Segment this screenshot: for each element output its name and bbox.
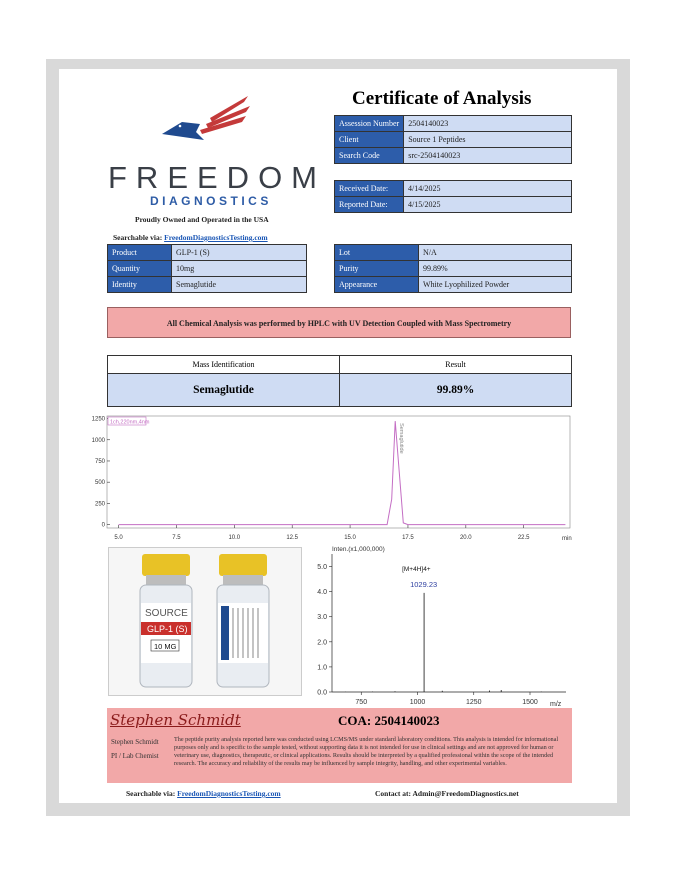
- searchable-line-top: [113, 233, 268, 242]
- y-tick-label: 250: [94, 501, 105, 508]
- mass-spectrum: [310, 542, 572, 710]
- y-axis-title: Inten.(x1,000,000): [332, 546, 385, 553]
- table-row: [108, 277, 307, 293]
- y-tick-label: 750: [94, 458, 105, 465]
- legend-label: 1ch,220nm,4nm: [110, 419, 150, 426]
- footer-search-link[interactable]: FreedomDiagnosticsTesting.com: [177, 789, 281, 798]
- x-tick-label: 5.0: [114, 535, 123, 541]
- page-title: Certificate of Analysis: [352, 88, 532, 109]
- purity-result: 99.89%: [340, 374, 572, 407]
- x-tick-label: 17.5: [402, 535, 414, 541]
- footer-contact: Contact at: Admin@FreedomDiagnostics.net: [375, 789, 519, 798]
- table-row: [335, 261, 572, 277]
- footer-search-label: Searchable via:: [126, 789, 176, 798]
- header-result: Result: [340, 356, 572, 374]
- y-tick-label: 0: [101, 522, 105, 529]
- x-tick-label: 15.0: [344, 535, 356, 541]
- table-row: [335, 116, 572, 132]
- cell-key: Reported Date:: [335, 197, 404, 213]
- cell-key: Purity: [335, 261, 419, 277]
- logo-subtitle: DIAGNOSTICS: [150, 194, 272, 208]
- cell-value: 2504140023: [404, 116, 572, 132]
- cell-value: 99.89%: [419, 261, 572, 277]
- tagline: Proudly Owned and Operated in the USA: [135, 215, 269, 224]
- x-tick-label: 20.0: [459, 535, 472, 541]
- cell-value: Semaglutide: [172, 277, 307, 293]
- x-tick-label: 22.5: [517, 535, 530, 541]
- product-vial-photo: [108, 547, 302, 696]
- cell-key: Product: [108, 245, 172, 261]
- cell-key: Assession Number: [335, 116, 404, 132]
- peak-value-label: 1029.23: [410, 579, 438, 589]
- assessment-table: [334, 115, 572, 164]
- footer-searchable: [126, 789, 281, 798]
- lot-table: [334, 244, 572, 293]
- table-row: [335, 245, 572, 261]
- compound-name: Semaglutide: [108, 374, 340, 407]
- plot-area: [107, 416, 570, 528]
- y-tick-label: 2.0: [317, 639, 327, 647]
- cell-key: Client: [335, 132, 404, 148]
- searchable-link[interactable]: FreedomDiagnosticsTesting.com: [164, 233, 268, 242]
- cell-value: GLP-1 (S): [172, 245, 307, 261]
- dates-table: [334, 180, 572, 213]
- x-tick-label: 12.5: [286, 535, 299, 541]
- y-tick-label: 5.0: [317, 564, 327, 572]
- vial-dose: 10 MG: [154, 642, 177, 651]
- x-tick-label: 1250: [465, 699, 482, 706]
- cell-value: N/A: [419, 245, 572, 261]
- y-tick-label: 1000: [91, 437, 105, 444]
- x-axis-unit: min: [562, 536, 572, 542]
- cell-value: 4/14/2025: [404, 181, 572, 197]
- cell-key: Appearance: [335, 277, 419, 293]
- y-tick-label: 4.0: [317, 589, 327, 597]
- cell-value: Source 1 Peptides: [404, 132, 572, 148]
- cell-value: 10mg: [172, 261, 307, 277]
- cell-value: White Lyophilized Powder: [419, 277, 572, 293]
- eagle-logo-icon: [160, 88, 252, 148]
- table-row: [108, 261, 307, 277]
- signature: Stephen Schmidt: [110, 711, 241, 729]
- vial-illustration-icon: [109, 548, 301, 695]
- cell-key: Identity: [108, 277, 172, 293]
- x-tick-label: 1000: [409, 699, 426, 706]
- product-table: [107, 244, 307, 293]
- x-tick-label: 1500: [522, 699, 538, 706]
- vial-label: GLP-1 (S): [147, 624, 188, 634]
- logo-wordmark: FREEDOM: [108, 160, 326, 195]
- peak-label: Semaglutide: [398, 423, 405, 454]
- ion-label: [M+4H]4+: [402, 565, 431, 573]
- table-row: [335, 181, 572, 197]
- table-row: [335, 277, 572, 293]
- cell-key: Search Code: [335, 148, 404, 164]
- y-tick-label: 500: [94, 480, 105, 487]
- signer-name: Stephen Schmidt: [111, 738, 159, 746]
- x-tick-label: 7.5: [172, 535, 181, 541]
- cell-key: Received Date:: [335, 181, 404, 197]
- table-row: [335, 132, 572, 148]
- x-tick-label: 10.0: [228, 535, 241, 541]
- method-banner: All Chemical Analysis was performed by HPLC with UV Detection Coupled with Mass Spectrometry: [107, 307, 571, 338]
- cell-key: Quantity: [108, 261, 172, 277]
- x-tick-label: 750: [355, 699, 368, 706]
- cell-value: src-2504140023: [404, 148, 572, 164]
- mass-identification-table: [107, 355, 572, 407]
- coa-number: COA: 2504140023: [338, 713, 440, 728]
- y-tick-label: 3.0: [317, 614, 327, 622]
- cell-value: 4/15/2025: [404, 197, 572, 213]
- table-header-row: [108, 356, 572, 374]
- searchable-label: Searchable via:: [113, 233, 163, 242]
- table-row: [335, 148, 572, 164]
- cell-key: Lot: [335, 245, 419, 261]
- signer-role: PI / Lab Chemist: [111, 752, 159, 760]
- hplc-chromatogram: [88, 410, 575, 545]
- header-mass-identification: Mass Identification: [108, 356, 340, 374]
- table-row: [335, 197, 572, 213]
- y-tick-label: 1250: [91, 416, 105, 423]
- table-row: [108, 245, 307, 261]
- disclaimer-text: The peptide purity analysis reported here was conducted using LCMS/MS under standard laboratory conditions. This analysis is intended for informational purposes only and is specific to the sample tested, without supporting data it is not intended for use in clinical settings and are not approved for human or veterinary use, diagnostics, therapeutic, or clinical applications. Results should be interpreted by a qualified professional within the scope of the intended research. The accuracy and reliability of the results may be influenced by sample integrity, handling, and other experimental variables.: [174, 736, 559, 767]
- y-tick-label: 1.0: [317, 664, 327, 672]
- y-tick-label: 0.0: [317, 689, 327, 697]
- table-row: [108, 374, 572, 407]
- vial-brand: SOURCE: [145, 608, 188, 619]
- x-axis-unit: m/z: [550, 701, 562, 708]
